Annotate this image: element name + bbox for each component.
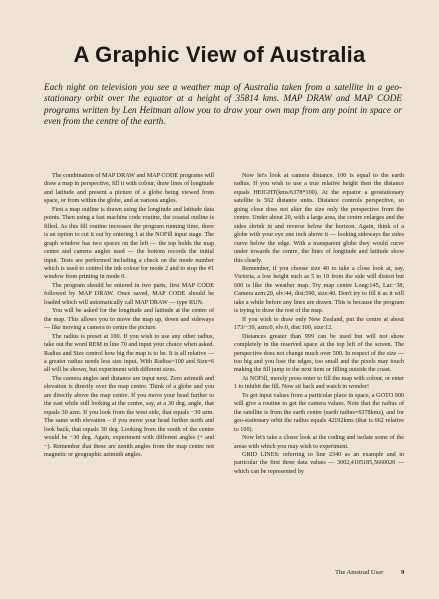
- body-paragraph: Now let's look at camera distance. 100 is equal to the earth radius. If you wish to use a true relative height then the distance equals HEIGHT(kms/6378*100). At the equator a geostationary satellite is 562 distance units. Distance controls perspective, so going close does not alter the size only the perspective from the centre. Under about 20, with a large area, the centre enlarges and the sides shrink in and reverse below the horizon. Again, think of a globe with your eye one inch above it — looking sideways the sides curve below the edge. With a transparent globe they would curve under towards the centre, the lines of longitude and latitude show this clearly.: [234, 173, 404, 264]
- body-paragraph: You will be asked for the longitude and latitude at the centre of the map. This allows you to move the map up, down and sideways — like moving a camera to centre the picture.: [44, 308, 214, 332]
- body-paragraph: The camera angles and distance are input next. Zero azimuth and elevation is directly over the map centre. Think of a globe and you are directly above the map centre. If you move your head further to the east while still looking at the centre, say, at a 30 deg. angle, that equals 30 azm. If you look from the west side, that equals −30 azm. The same with elevation – if you move your head further north and look back, that equals 30 deg. Looking from the south of the centre would be −30 deg. Again, experiment with different angles (+ and −). Remember that these are zenith angles from the map centre not magnetic or geographic azimuth angles.: [44, 375, 214, 458]
- body-paragraph: To get input values from a particular place in space, a GOTO 900 will give a routine to get the camera values. Note that the radius of the satellite is from the earth centre (earth radius=6378kms), and for geo-stationary orbit the radius equals 42192kms (that is 662 relative to 100).: [234, 392, 404, 433]
- body-paragraph: GRID LINES: referring to line 2340 as an example and in particular the first three data values — 3002,4105185,5660020 — which can be represented by: [234, 451, 404, 475]
- article-title: A Graphic View of Australia: [73, 42, 366, 67]
- body-paragraph: The radius is preset at 100. If you wish to use any other radius, take out the word REM in line 70 and input your choice when asked. Radius and Size control how big the map is to be. It is all relative — a greater radius needs less size input. With Radius=100 and Size=6 all will be shown, but experiment with different sizes.: [44, 333, 214, 374]
- body-paragraph: The program should be entered in two parts, first MAP CODE followed by MAP DRAW. Once saved, MAP CODE should be loaded which will automatically call MAP DRAW — type RUN.: [44, 282, 214, 306]
- left-column: [44, 172, 214, 459]
- page-number: 9: [401, 569, 405, 576]
- body-paragraph: Distances greater than 999 can be used but will not show completely in the reserved space at the top left of the screen. The perspective does not change much over 500. In respect of the size — too big and you lose the edges, too small and the pixels may touch making the fill jump to the next item or filling outside the coast.: [234, 333, 404, 374]
- body-paragraph: First a map outline is drawn using the longitude and latitude data points. Then using a fast machine code routine, the coastal outline is filled. As this fill routine increases the program running time, there is an option to cut it out by entering 1 at the NOFill input stage. The graph window has two spaces on the left — the top holds the map centre and camera angles used — the bottom records the initial input. Tests are performed including a check on the mode number which is used to control the ink colour for mode 2 and to stop the #1 window from printing in mode 0.: [44, 206, 214, 281]
- body-paragraph: Remember, if you choose size 40 to take a close look at, say, Victoria, a low height such as 5 to 10 from the side will distort but 600 is like the weather map. Try map centre Long:145, Lat:−38, Camera azm:20, elv:44, dist:590, size:40. Don't try to fill it as it will take a while before any lines are drawn. This is because the program is trying to draw the rest of the map.: [234, 265, 404, 315]
- footer-magazine-title: The Amstrad User: [335, 569, 384, 576]
- body-paragraph: Now let's take a closer look at the coding and isolate some of the areas with which you may wish to experiment.: [234, 435, 404, 450]
- body-paragraph: At NOFill, merely press enter to fill the map with colour, or enter 1 to inhibit the fill. Now sit back and watch in wonder!: [234, 375, 404, 391]
- body-paragraph: The combination of MAP DRAW and MAP CODE programs will draw a map in perspective, fill it with colour, draw lines of longitude and latitude and present a picture of a globe being viewed from space, or from within the globe, and at various angles.: [44, 173, 214, 205]
- right-column: [234, 172, 404, 476]
- body-paragraph: If you wish to draw only New Zealand, put the centre at about 173/−39, azm:0, elv:0, dist:100, size:12.: [234, 316, 404, 332]
- article-intro: Each night on television you see a weather map of Australia taken from a satellite in a geo-stationary orbit over the equator at a height of 35814 kms. MAP DRAW and MAP CODE programs written by Len Heitman allow you to draw your own map from any point in space or even from the centre of the earth.: [44, 82, 402, 127]
